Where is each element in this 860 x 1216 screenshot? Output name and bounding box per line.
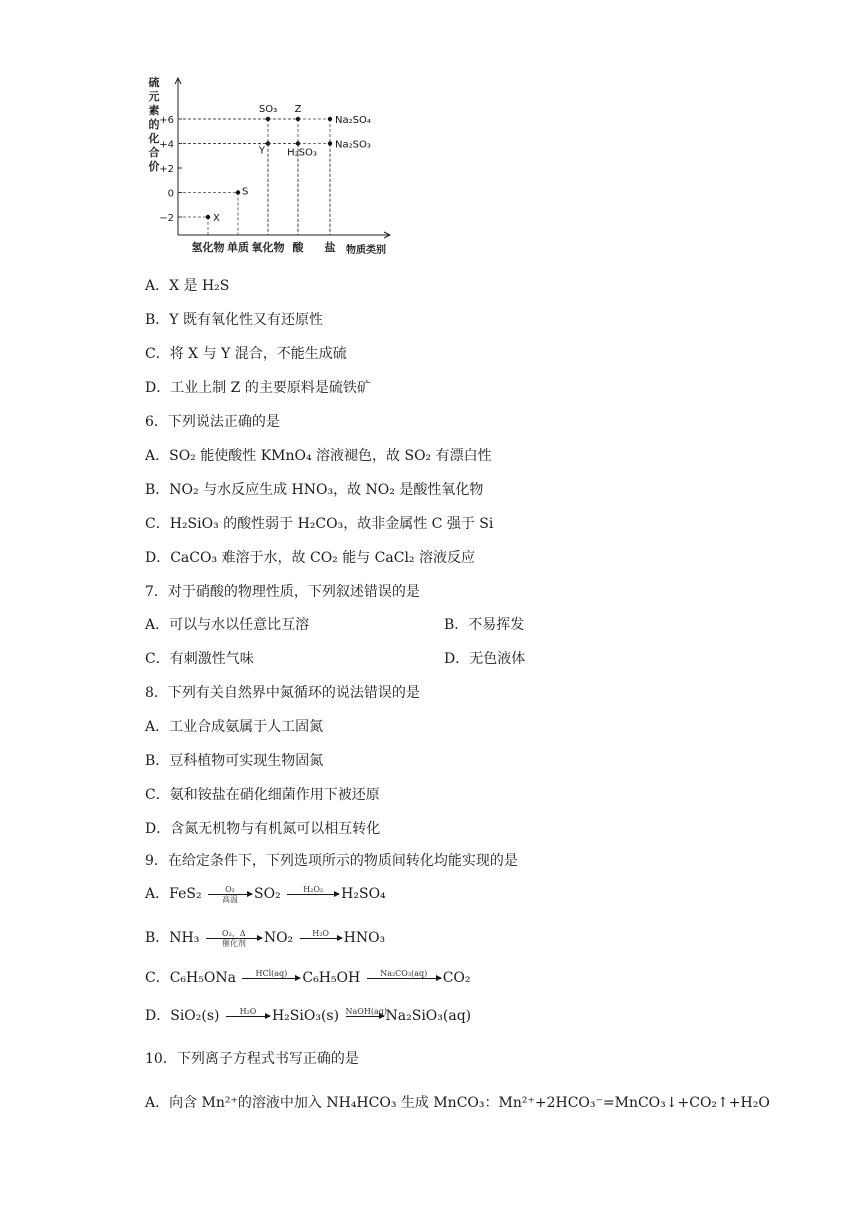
q8-option-b: B．豆科植物可实现生物固氮 (145, 753, 324, 769)
data-point (328, 141, 332, 145)
x-category-label: 盐 (324, 241, 336, 254)
q7-stem: 7．对于硝酸的物理性质，下列叙述错误的是 (145, 584, 420, 600)
q9-d-label: D． (145, 1008, 171, 1024)
q9-c-cond1-top: HCl(aq) (255, 968, 288, 978)
q6-option-b: B．NO₂ 与水反应生成 HNO₃，故 NO₂ 是酸性氧化物 (145, 482, 484, 498)
valence-category-chart (138, 70, 408, 260)
q8-option-a: A．工业合成氨属于人工固氮 (145, 719, 324, 735)
q6-stem: 6．下列说法正确的是 (145, 414, 280, 430)
chart-svg (138, 70, 408, 260)
q9-c-cond2-top: Na₂CO₃(aq) (380, 968, 428, 978)
q9-a-label: A． (145, 886, 170, 902)
q9-a-cond1-top: O₂ (225, 884, 235, 894)
q9-a-s3: H₂SO₄ (341, 886, 386, 902)
q9-c-arrow2 (367, 969, 441, 988)
q9-b-cond1-bot: 催化剂 (221, 938, 246, 948)
q9-c-label: C． (145, 970, 170, 986)
q9-d-cond2-top: NaOH(aq) (345, 1006, 387, 1016)
q9-d-arrow2 (345, 1006, 387, 1026)
data-point-label: Y (258, 145, 265, 157)
data-point-label: Na₂SO₄ (335, 115, 371, 126)
q9-d-arrow1 (226, 1007, 270, 1026)
y-tick-label: 0 (167, 188, 174, 200)
x-axis-label: 物质类别 (346, 245, 386, 256)
q9-a-cond1-bot: 高温 (222, 894, 239, 904)
y-tick-label: −2 (159, 213, 174, 224)
q9-option-d (145, 1006, 471, 1026)
q9-a-s2: SO₂ (254, 886, 281, 902)
q9-option-c (145, 968, 471, 988)
reaction-arrow-icon (206, 938, 262, 939)
q9-stem: 9．在给定条件下，下列选项所示的物质间转化均能实现的是 (145, 853, 518, 869)
q9-a-arrow1 (208, 885, 252, 904)
q8-stem: 8．下列有关自然界中氮循环的说法错误的是 (145, 685, 420, 701)
q9-d-s2: H₂SiO₃(s) (271, 1008, 340, 1024)
reaction-arrow-icon (287, 894, 339, 895)
q9-d-cond1-top: H₂O (239, 1006, 257, 1016)
y-axis-label-char: 硫 (148, 76, 160, 89)
data-point-label: Z (294, 104, 302, 115)
x-category-label: 氧化物 (251, 241, 285, 254)
q9-option-a (145, 884, 386, 904)
q6-option-c: C．H₂SiO₃ 的酸性弱于 H₂CO₃，故非金属性 C 强于 Si (145, 516, 494, 532)
q10-stem: 10．下列离子方程式书写正确的是 (145, 1051, 359, 1067)
reaction-arrow-icon (367, 978, 441, 979)
q9-a-arrow2 (287, 885, 339, 904)
q9-a-s1: FeS₂ (169, 886, 202, 902)
q7-option-a: A．可以与水以任意比互溶 (145, 617, 310, 633)
q9-c-arrow1 (242, 969, 300, 988)
q7-option-c: C．有刺激性气味 (145, 651, 254, 667)
q5-option-c: C．将 X 与 Y 混合，不能生成硫 (145, 346, 347, 362)
reaction-arrow-icon (346, 1016, 384, 1017)
y-axis-label-char: 化 (148, 132, 160, 145)
q9-b-s2: NO₂ (263, 930, 294, 946)
q9-b-arrow2 (300, 929, 342, 948)
q9-d-s3: Na₂SiO₃(aq) (385, 1008, 472, 1024)
data-point-label: SO₃ (258, 104, 278, 115)
q9-b-s3: HNO₃ (343, 930, 386, 946)
q9-c-s3: CO₂ (442, 970, 471, 986)
y-axis-label-char: 的 (148, 118, 160, 131)
q9-b-label: B． (145, 930, 170, 946)
q5-option-a: A．X 是 H₂S (145, 278, 230, 294)
q10-option-a: A．向含 Mn²⁺的溶液中加入 NH₄HCO₃ 生成 MnCO₃：Mn²⁺+2HCO₃⁻=MnCO₃↓+CO₂↑+H₂O (145, 1095, 770, 1111)
q9-c-s1: C₆H₅ONa (169, 970, 236, 986)
q7-option-b: B．不易挥发 (444, 617, 525, 633)
q5-option-b: B．Y 既有氧化性又有还原性 (145, 312, 323, 328)
y-axis-label-char: 元 (148, 90, 160, 103)
q9-a-cond2-top: H₂O₂ (303, 884, 324, 894)
q8-option-c: C．氨和铵盐在硝化细菌作用下被还原 (145, 787, 380, 803)
q6-option-d: D．CaCO₃ 难溶于水，故 CO₂ 能与 CaCl₂ 溶液反应 (145, 550, 475, 566)
q9-b-arrow1 (206, 929, 262, 948)
y-tick-label: +6 (159, 115, 174, 126)
data-point-label: H₂SO₃ (287, 147, 317, 159)
reaction-arrow-icon (242, 978, 300, 979)
q7-option-d: D．无色液体 (444, 651, 526, 667)
data-point-label: Na₂SO₃ (335, 139, 371, 151)
q9-c-s2: C₆H₅OH (302, 970, 361, 986)
x-category-label: 单质 (227, 241, 249, 254)
q5-option-d: D．工业上制 Z 的主要原料是硫铁矿 (145, 380, 371, 396)
reaction-arrow-icon (208, 894, 252, 895)
data-point-label: S (242, 186, 249, 198)
data-point (328, 117, 332, 121)
x-category-label: 酸 (292, 241, 304, 254)
x-category-label: 氢化物 (191, 241, 225, 254)
data-point (206, 215, 210, 219)
q8-option-d: D．含氮无机物与有机氮可以相互转化 (145, 821, 381, 837)
y-axis-label-char: 素 (148, 104, 160, 117)
q9-b-s1: NH₃ (169, 930, 200, 946)
q9-b-cond1-top: O₂，Δ (222, 928, 246, 938)
reaction-arrow-icon (300, 938, 342, 939)
y-axis-label-char: 合 (148, 146, 160, 159)
data-point (236, 190, 240, 194)
reaction-arrow-icon (226, 1016, 270, 1017)
q6-option-a: A．SO₂ 能使酸性 KMnO₄ 溶液褪色，故 SO₂ 有漂白性 (145, 448, 492, 464)
y-tick-label: +4 (159, 139, 174, 151)
q9-option-b (145, 928, 385, 948)
y-axis-label-char: 价 (148, 160, 160, 173)
y-tick-label: +2 (159, 164, 174, 175)
q9-b-cond2-top: H₂O (312, 928, 329, 938)
q9-d-s1: SiO₂(s) (170, 1008, 220, 1024)
data-point-label: X (213, 213, 220, 224)
